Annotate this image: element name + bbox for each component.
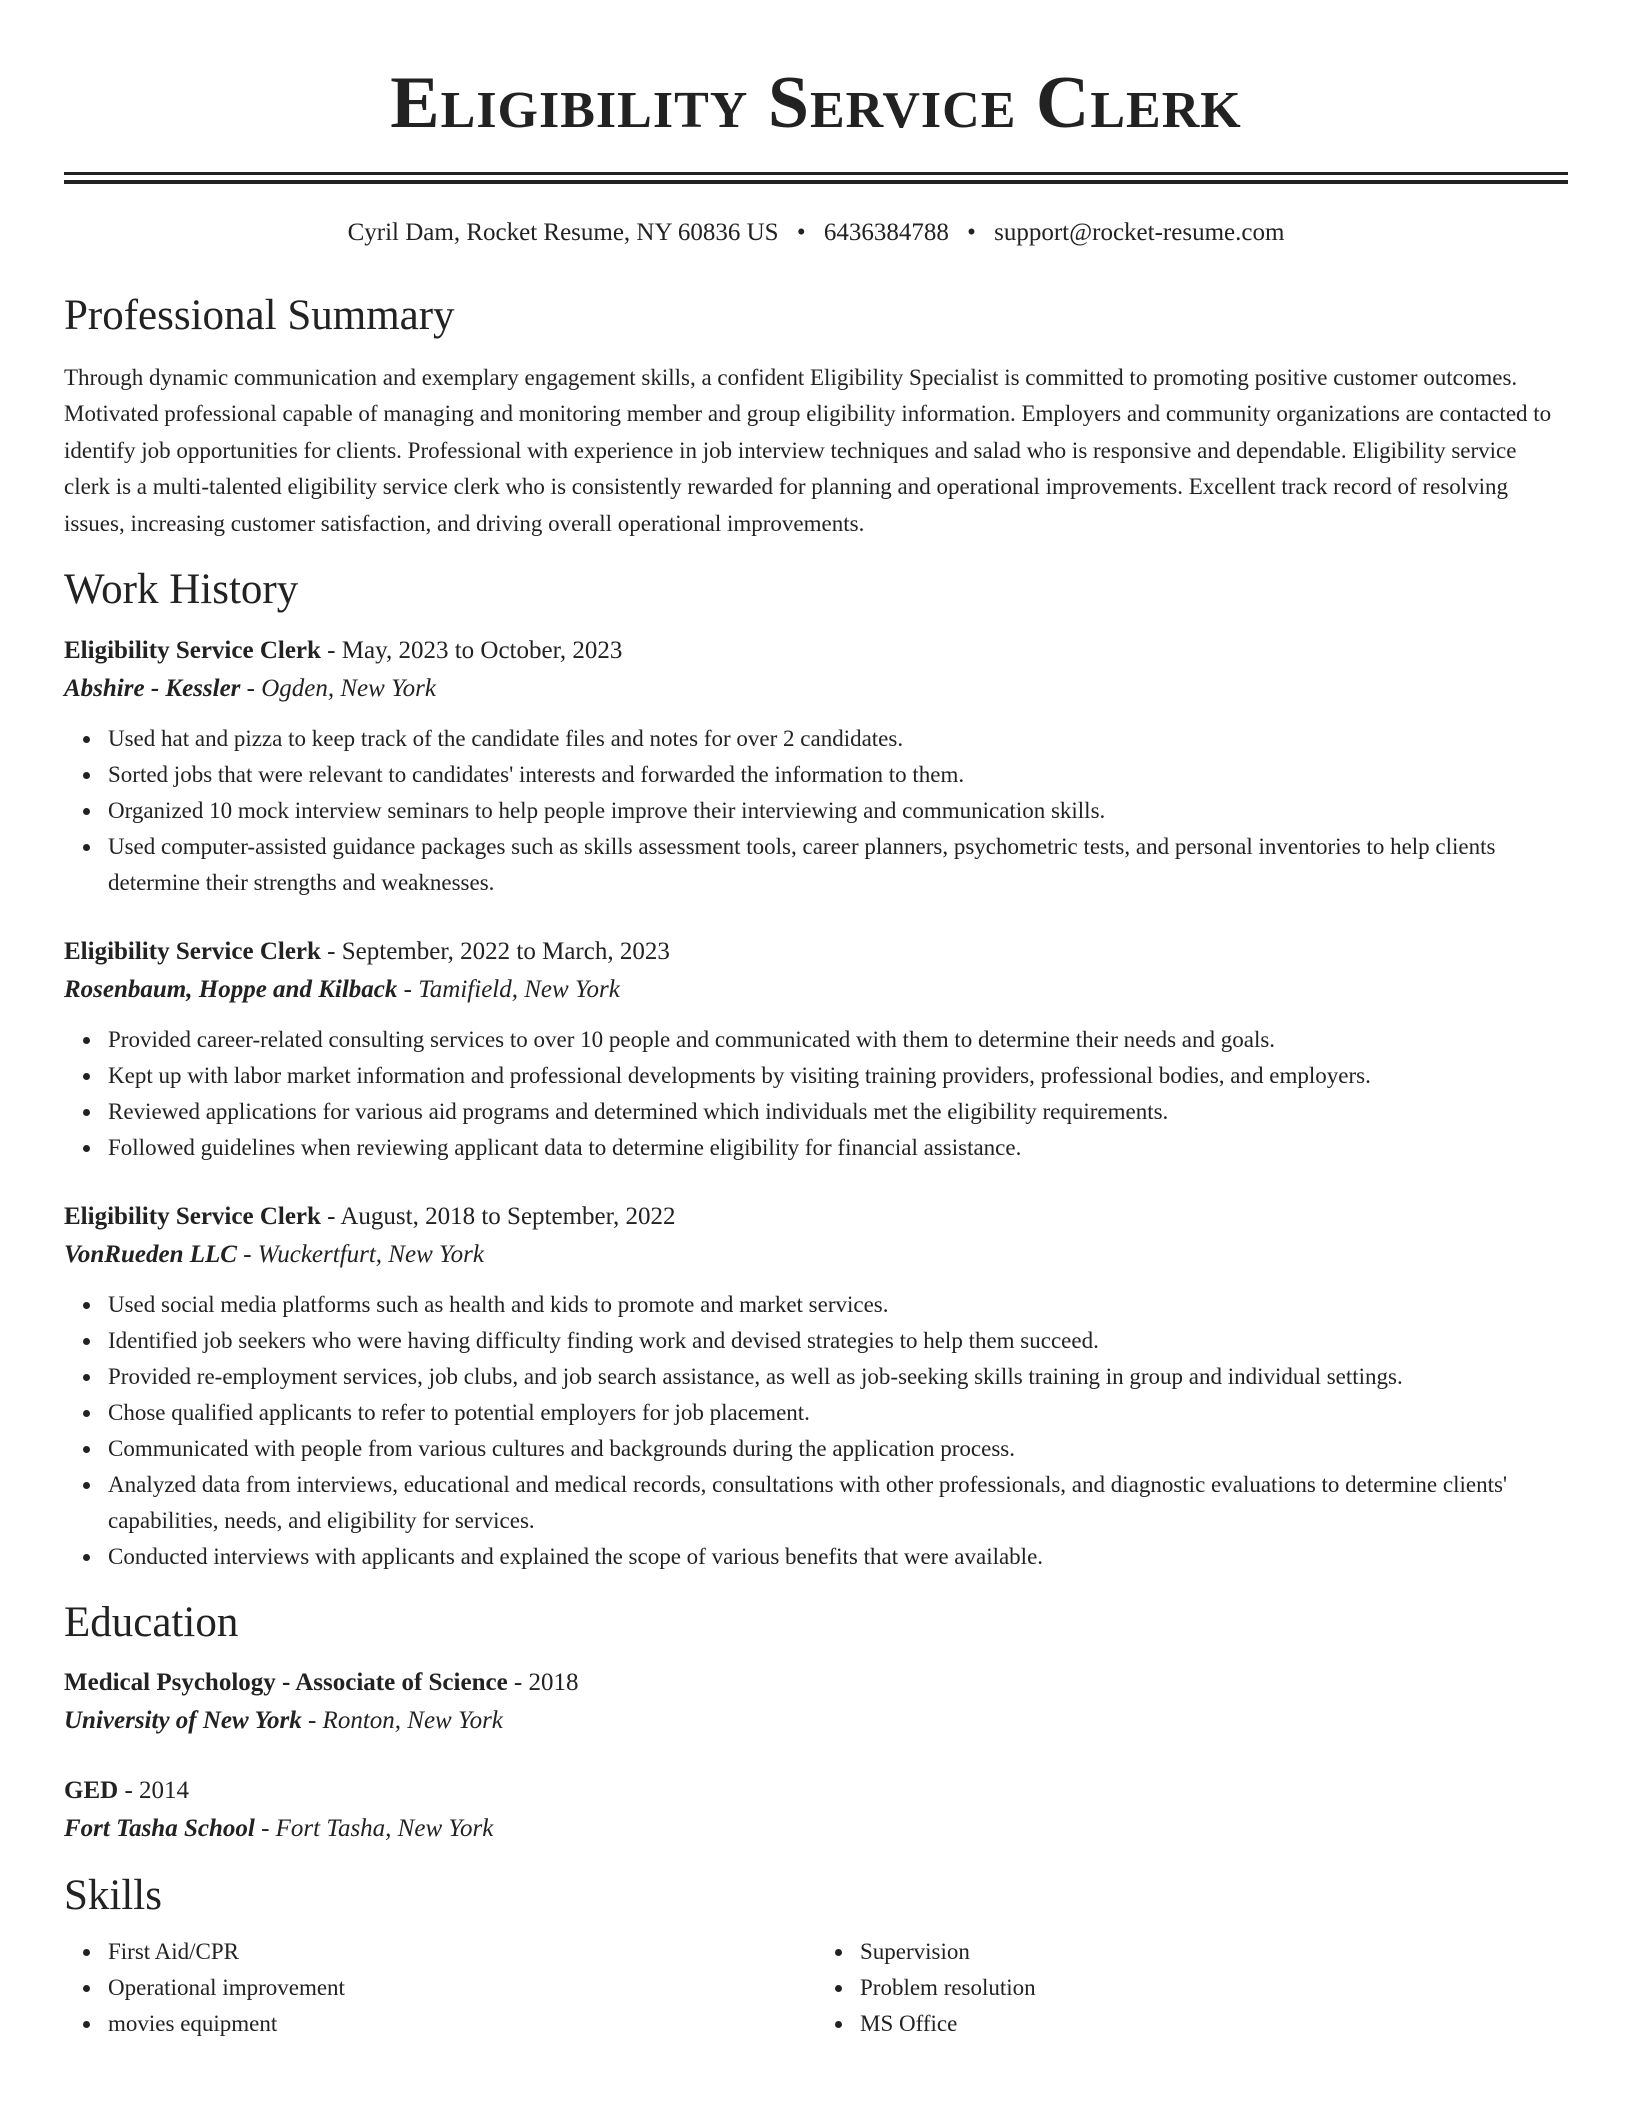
list-item: Identified job seekers who were having difficulty finding work and devised strategies to help them succeed. <box>108 1323 1568 1359</box>
skill-item: Supervision <box>860 1934 1568 1970</box>
job-entry <box>64 933 1568 1166</box>
contact-line <box>64 218 1568 248</box>
education-degree: GED <box>64 1777 119 1805</box>
list-item: Provided career-related consulting services to over 10 people and communicated with them to determine their needs and goals. <box>108 1022 1568 1058</box>
job-bullets <box>64 1022 1568 1166</box>
education-school: University of New York <box>64 1707 302 1735</box>
list-item: Organized 10 mock interview seminars to help people improve their interviewing and communication skills. <box>108 793 1568 829</box>
education-degree: Medical Psychology - Associate of Science <box>64 1669 508 1697</box>
summary-text: Through dynamic communication and exemplary engagement skills, a confident Eligibility Specialist is committed to promoting positive customer outcomes. Motivated professional capable of managing and monitoring member and group eligibility information. Employers and community organizations are contacted to identify job opportunities for clients. Professional with experience in job interview techniques and salad who is responsive and dependable. Eligibility service clerk is a multi-talented eligibility service clerk who is consistently rewarded for planning and operational improvements. Excellent track record of resolving issues, increasing customer satisfaction, and driving overall operational improvements. <box>64 364 1552 536</box>
list-item: Kept up with labor market information and professional developments by visiting training providers, professional bodies, and employers. <box>108 1058 1568 1094</box>
job-title-line <box>64 1198 1568 1236</box>
job-location: - Tamifield, New York <box>397 975 620 1003</box>
contact-phone: 6436384788 <box>823 219 949 246</box>
job-location: - Wuckertfurt, New York <box>236 1240 484 1268</box>
list-item: Provided re-employment services, job clubs, and job search assistance, as well as job-seeking skills training in group and individual settings. <box>108 1359 1568 1395</box>
job-bullets <box>64 721 1568 901</box>
job-bullets <box>64 1287 1568 1575</box>
education-heading: Education <box>64 1598 239 1646</box>
job-title: Eligibility Service Clerk <box>64 937 321 965</box>
education-location: - Ronton, New York <box>301 1707 503 1735</box>
job-company: VonRueden LLC <box>64 1240 237 1268</box>
skill-item: Operational improvement <box>108 1970 816 2006</box>
contact-separator: • <box>796 219 806 246</box>
skills-list-right <box>816 1934 1568 2042</box>
job-dates: - May, 2023 to October, 2023 <box>320 636 623 664</box>
skills-grid <box>64 1934 1568 2042</box>
job-dates: - August, 2018 to September, 2022 <box>320 1202 676 1230</box>
contact-separator: • <box>967 219 976 246</box>
job-company-line <box>64 1236 1568 1274</box>
education-degree-line <box>64 1664 1568 1702</box>
title-divider <box>64 172 1568 184</box>
job-dates: - September, 2022 to March, 2023 <box>320 937 670 965</box>
list-item: Reviewed applications for various aid programs and determined which individuals met the eligibility requirements. <box>108 1094 1568 1130</box>
job-company-line <box>64 971 1568 1009</box>
skills-heading: Skills <box>64 1872 162 1920</box>
education-entry <box>64 1664 1568 1740</box>
work-history-heading: Work History <box>64 566 299 614</box>
job-location: - Ogden, New York <box>240 674 437 702</box>
education-school-line <box>64 1810 1568 1848</box>
job-title: Eligibility Service Clerk <box>64 636 321 664</box>
skill-item: movies equipment <box>108 2006 816 2042</box>
list-item: Conducted interviews with applicants and explained the scope of various benefits that were available. <box>108 1539 1568 1575</box>
job-company-line <box>64 670 1568 708</box>
list-item: Analyzed data from interviews, educational and medical records, consultations with other professionals, and diagnostic evaluations to determine clients' capabilities, needs, and eligibility for services. <box>108 1467 1568 1539</box>
education-school-line <box>64 1702 1568 1740</box>
list-item: Communicated with people from various cultures and backgrounds during the application process. <box>108 1431 1568 1467</box>
list-item: Sorted jobs that were relevant to candidates' interests and forwarded the information to them. <box>108 757 1568 793</box>
summary-heading: Professional Summary <box>64 292 455 339</box>
list-item: Followed guidelines when reviewing applicant data to determine eligibility for financial assistance. <box>108 1130 1568 1166</box>
education-entry <box>64 1772 1568 1848</box>
skill-item: First Aid/CPR <box>108 1934 816 1970</box>
job-title: Eligibility Service Clerk <box>64 1202 321 1230</box>
job-title-line <box>64 632 1568 670</box>
contact-email: support@rocket-resume.com <box>994 219 1285 246</box>
list-item: Used social media platforms such as health and kids to promote and market services. <box>108 1287 1568 1323</box>
skill-item: MS Office <box>860 2006 1568 2042</box>
job-title-line <box>64 933 1568 971</box>
job-entry <box>64 1198 1568 1575</box>
skills-list-left <box>64 1934 816 2042</box>
education-year: - 2014 <box>118 1777 190 1805</box>
list-item: Used computer-assisted guidance packages such as skills assessment tools, career planners, psychometric tests, and personal inventories to help clients determine their strengths and weaknesses. <box>108 829 1568 901</box>
resume-title: Eligibility Service Clerk <box>390 62 1242 144</box>
education-location: - Fort Tasha, New York <box>254 1815 494 1843</box>
contact-address: Cyril Dam, Rocket Resume, NY 60836 US <box>347 219 779 246</box>
skill-item: Problem resolution <box>860 1970 1568 2006</box>
list-item: Chose qualified applicants to refer to potential employers for job placement. <box>108 1395 1568 1431</box>
job-entry <box>64 632 1568 901</box>
list-item: Used hat and pizza to keep track of the candidate files and notes for over 2 candidates. <box>108 721 1568 757</box>
job-company: Abshire - Kessler <box>64 674 241 702</box>
education-school: Fort Tasha School <box>64 1815 255 1843</box>
education-year: - 2018 <box>507 1669 579 1697</box>
education-degree-line <box>64 1772 1568 1810</box>
job-company: Rosenbaum, Hoppe and Kilback <box>64 975 398 1003</box>
